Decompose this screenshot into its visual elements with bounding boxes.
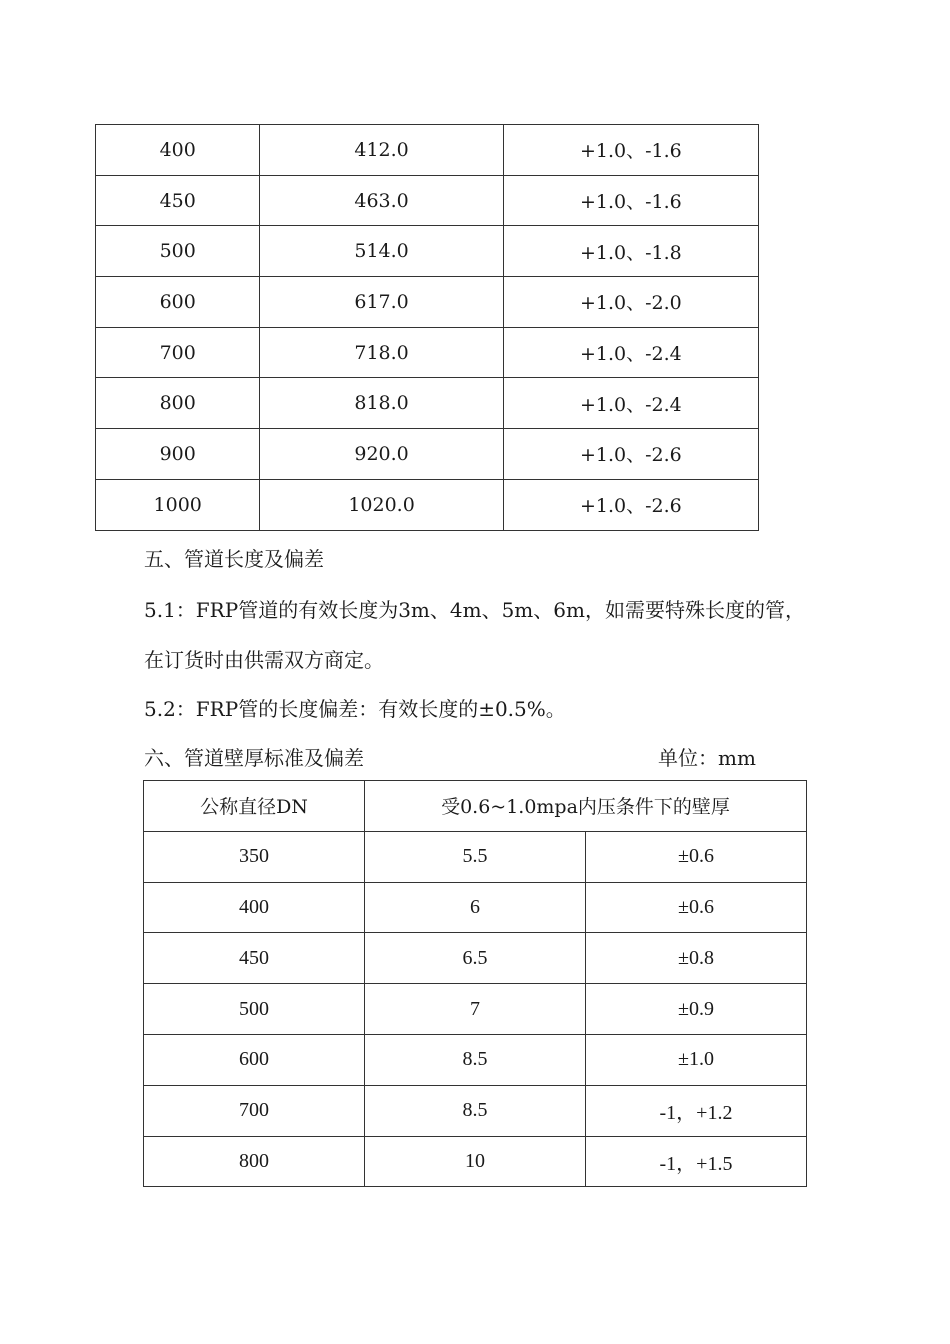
table-cell-dn: 450 [144,933,365,984]
section6-heading: 六、管道壁厚标准及偏差 [144,746,364,770]
table-cell-thickness: 8.5 [365,1085,586,1136]
table-cell-dn: 400 [144,882,365,933]
table-row [96,125,759,176]
table-cell-tolerance: +1.0、-2.4 [503,327,758,378]
paragraph-5-2: 5.2：FRP管的长度偏差：有效长度的±0.5%。 [144,697,566,721]
table-cell-od: 617.0 [260,277,503,328]
table-row [96,479,759,530]
table-header-row [144,781,807,832]
table-cell-deviation: -1，+1.5 [586,1136,807,1187]
table-row [144,831,807,882]
table-cell-deviation: ±0.6 [586,882,807,933]
table-cell-tolerance: +1.0、-2.6 [503,479,758,530]
table-cell-dn: 350 [144,831,365,882]
table-cell-thickness: 7 [365,984,586,1035]
table-cell-dn: 600 [96,277,260,328]
table-cell-dn: 800 [144,1136,365,1187]
table-cell-od: 718.0 [260,327,503,378]
table-row [96,277,759,328]
paragraph-5-1-line1: 5.1：FRP管道的有效长度为3m、4m、5m、6m，如需要特殊长度的管， [144,598,805,622]
paragraph-5-1-line2: 在订货时由供需双方商定。 [144,648,384,672]
table-cell-od: 463.0 [260,175,503,226]
table-cell-tolerance: +1.0、-1.6 [503,125,758,176]
table-cell-deviation: ±0.8 [586,933,807,984]
table-cell-tolerance: +1.0、-2.6 [503,429,758,480]
table-cell-deviation: ±0.6 [586,831,807,882]
table-cell-dn: 500 [96,226,260,277]
header-wall-thickness: 受0.6~1.0mpa内压条件下的壁厚 [365,781,807,832]
table-cell-deviation: -1，+1.2 [586,1085,807,1136]
table-cell-dn: 600 [144,1034,365,1085]
table-row [96,429,759,480]
table-row [96,226,759,277]
table-row [96,175,759,226]
table-row [144,933,807,984]
table-cell-od: 818.0 [260,378,503,429]
table-cell-tolerance: +1.0、-2.0 [503,277,758,328]
table-cell-od: 412.0 [260,125,503,176]
table-cell-dn: 900 [96,429,260,480]
table-cell-dn: 400 [96,125,260,176]
table-row [144,1034,807,1085]
table-row [96,378,759,429]
table-cell-dn: 700 [96,327,260,378]
table-cell-dn: 700 [144,1085,365,1136]
table-cell-od: 920.0 [260,429,503,480]
table-cell-tolerance: +1.0、-1.8 [503,226,758,277]
section5-heading: 五、管道长度及偏差 [144,547,324,571]
table-cell-thickness: 8.5 [365,1034,586,1085]
header-nominal-diameter: 公称直径DN [144,781,365,832]
table-cell-dn: 450 [96,175,260,226]
table-row [144,1136,807,1187]
table-cell-tolerance: +1.0、-1.6 [503,175,758,226]
table-row [144,984,807,1035]
table-cell-deviation: ±0.9 [586,984,807,1035]
table-cell-thickness: 6.5 [365,933,586,984]
table-cell-deviation: ±1.0 [586,1034,807,1085]
table-row [144,882,807,933]
table-row [96,327,759,378]
table-cell-od: 514.0 [260,226,503,277]
wall-thickness-table [143,780,807,1187]
table-cell-thickness: 6 [365,882,586,933]
table-row [144,1085,807,1136]
unit-label: 单位：mm [658,746,756,770]
table-cell-dn: 500 [144,984,365,1035]
table-cell-od: 1020.0 [260,479,503,530]
dimension-table [95,124,759,531]
table-cell-dn: 1000 [96,479,260,530]
table-cell-tolerance: +1.0、-2.4 [503,378,758,429]
table-cell-thickness: 10 [365,1136,586,1187]
table-cell-thickness: 5.5 [365,831,586,882]
table-cell-dn: 800 [96,378,260,429]
